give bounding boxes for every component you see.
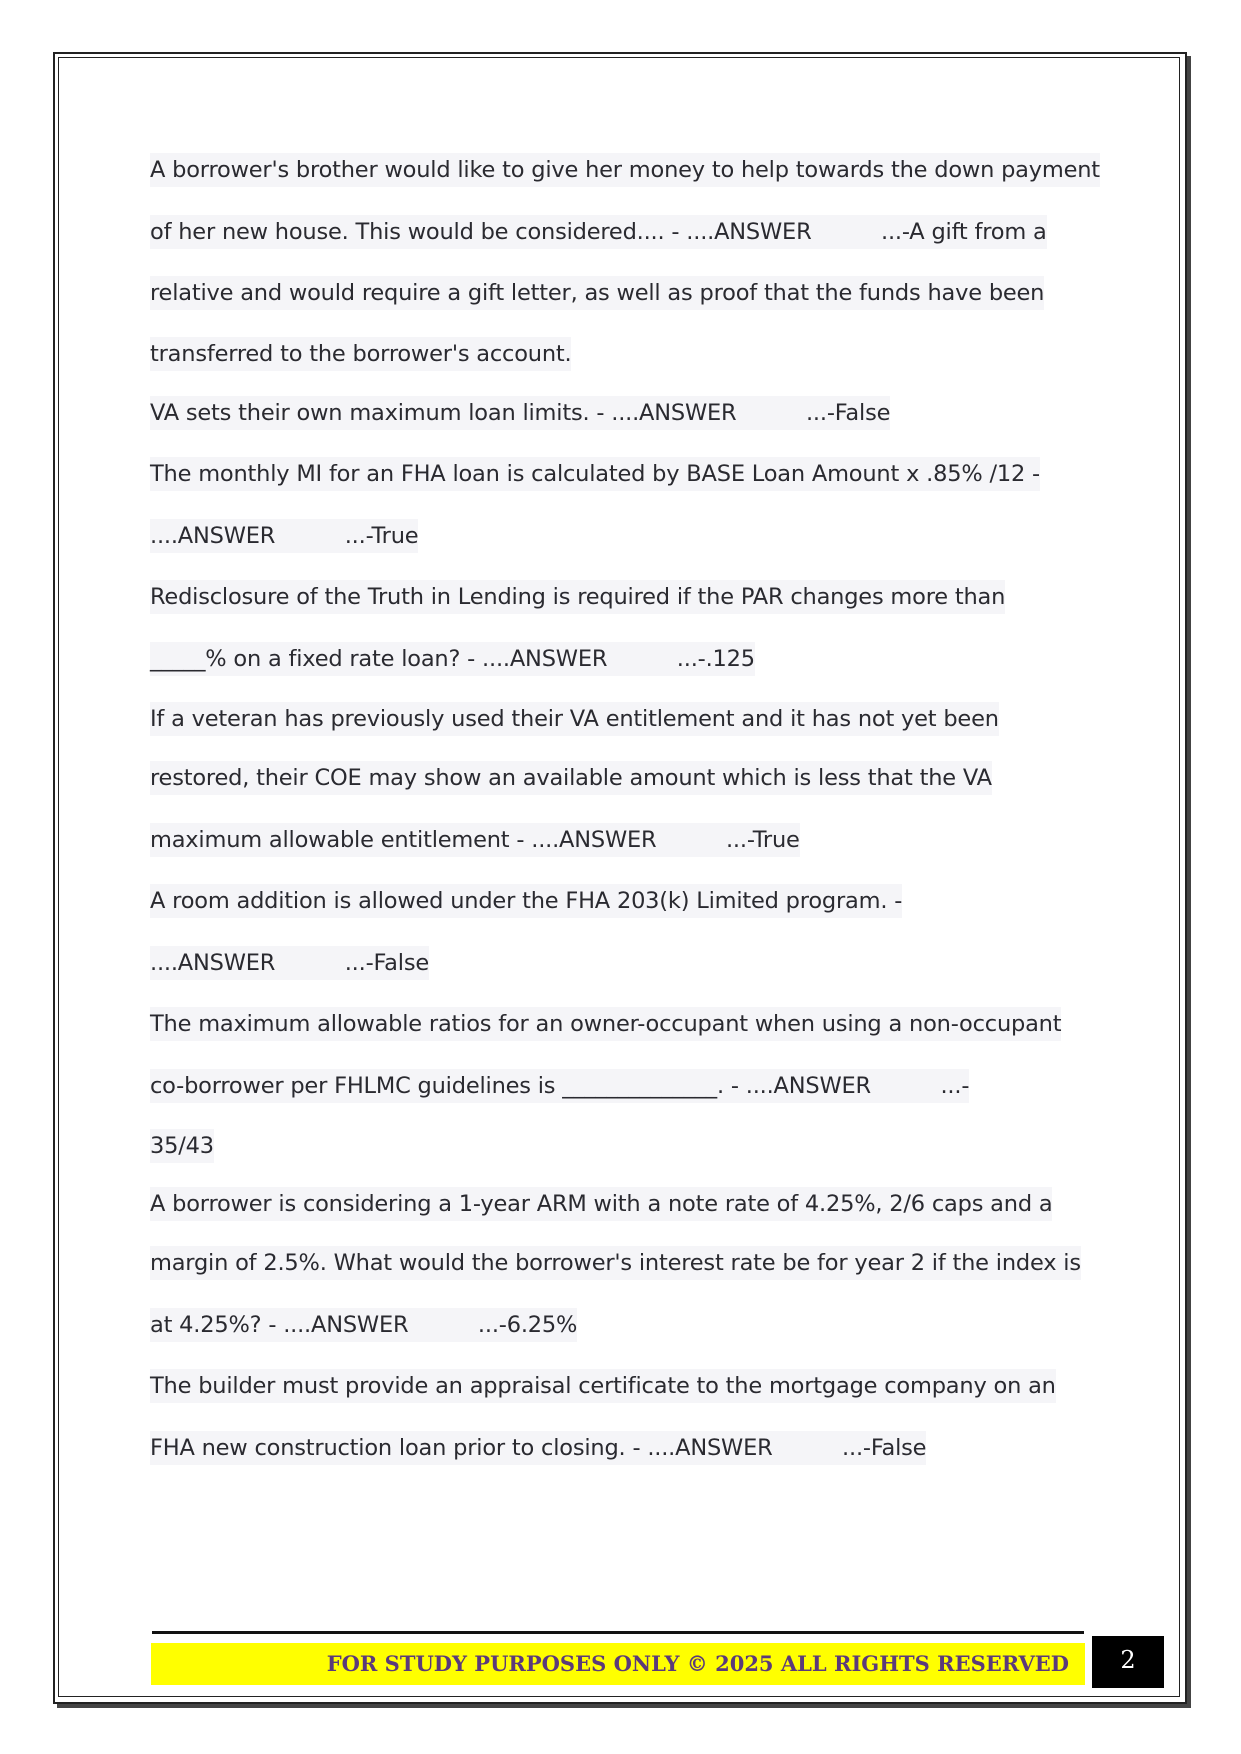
text-line: 35/43	[150, 1117, 1100, 1175]
text-line: A borrower is considering a 1-year ARM with a note rate of 4.25%, 2/6 caps and a	[150, 1175, 1100, 1233]
footer-band	[151, 1643, 1085, 1685]
text-line: The monthly MI for an FHA loan is calculated by BASE Loan Amount x .85% /12 -	[150, 444, 1100, 506]
footer-notice: FOR STUDY PURPOSES ONLY © 2025 ALL RIGHTS RESERVED	[326, 1651, 1069, 1676]
text-line: maximum allowable entitlement - ....ANSWER ...-True	[150, 810, 1100, 872]
text-line: of her new house. This would be considered.... - ....ANSWER ...-A gift from a	[150, 202, 1100, 264]
text-line: A borrower's brother would like to give her money to help towards the down payment	[150, 140, 1100, 202]
document-body	[150, 140, 1100, 1479]
text-line: _____% on a fixed rate loan? - ....ANSWER ...-.125	[150, 629, 1100, 691]
text-line: ....ANSWER ...-True	[150, 506, 1100, 568]
text-line: margin of 2.5%. What would the borrower's interest rate be for year 2 if the index is	[150, 1233, 1100, 1295]
text-line: The maximum allowable ratios for an owner-occupant when using a non-occupant	[150, 994, 1100, 1056]
text-line: Redisclosure of the Truth in Lending is required if the PAR changes more than	[150, 567, 1100, 629]
text-line: at 4.25%? - ....ANSWER ...-6.25%	[150, 1295, 1100, 1357]
text-line: A room addition is allowed under the FHA 203(k) Limited program. -	[150, 871, 1100, 933]
footer-rule	[152, 1631, 1084, 1634]
text-line: If a veteran has previously used their VA entitlement and it has not yet been	[150, 690, 1100, 748]
text-line: co-borrower per FHLMC guidelines is ______________. - ....ANSWER ...-	[150, 1056, 1100, 1118]
text-line: relative and would require a gift letter, as well as proof that the funds have been	[150, 263, 1100, 325]
text-line: The builder must provide an appraisal certificate to the mortgage company on an	[150, 1356, 1100, 1418]
text-line: transferred to the borrower's account.	[150, 325, 1100, 383]
page-number: 2	[1092, 1636, 1164, 1688]
text-line: FHA new construction loan prior to closing. - ....ANSWER ...-False	[150, 1418, 1100, 1480]
text-line: restored, their COE may show an available amount which is less that the VA	[150, 748, 1100, 810]
text-line: VA sets their own maximum loan limits. - ....ANSWER ...-False	[150, 383, 1100, 445]
text-line: ....ANSWER ...-False	[150, 933, 1100, 995]
